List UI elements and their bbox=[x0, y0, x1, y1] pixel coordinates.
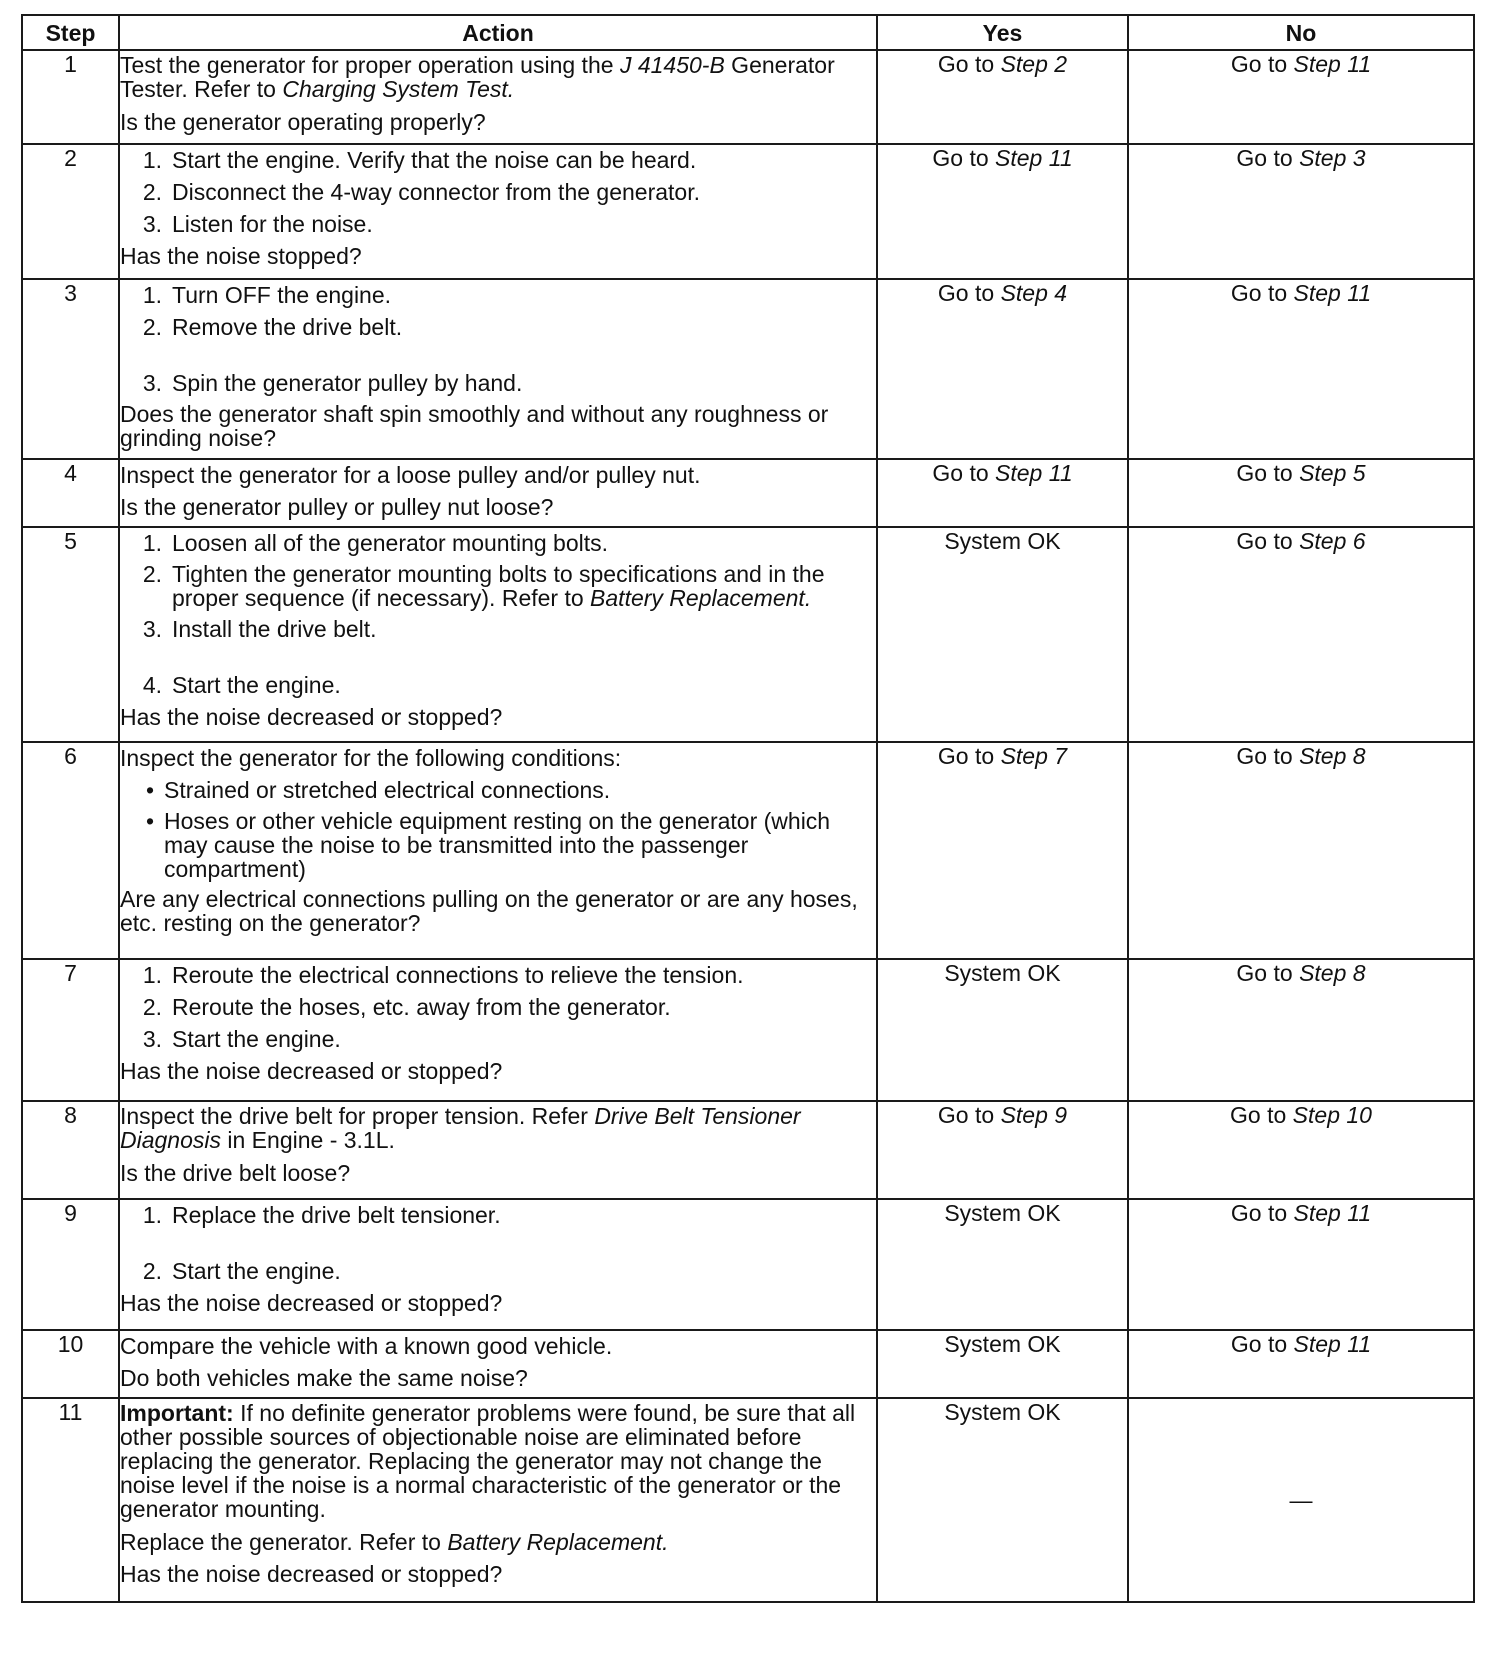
step-number: 7 bbox=[22, 959, 119, 1101]
question-text: Has the noise stopped? bbox=[120, 243, 362, 269]
yes-cell: Go to Step 7 bbox=[877, 742, 1128, 959]
tool-reference: J 41450-B bbox=[619, 52, 725, 78]
action-cell bbox=[119, 50, 877, 144]
diagnostic-table-page bbox=[21, 14, 1473, 1603]
list-item: 4. Start the engine. bbox=[142, 672, 341, 698]
yes-cell: System OK bbox=[877, 527, 1128, 742]
step-link[interactable]: Step 11 bbox=[1293, 1331, 1372, 1357]
action-cell bbox=[119, 1398, 877, 1602]
step-link[interactable]: Step 5 bbox=[1299, 460, 1366, 486]
action-cell bbox=[119, 1330, 877, 1398]
action-text: Inspect the generator for the following conditions: bbox=[120, 745, 622, 771]
step-number: 5 bbox=[22, 527, 119, 742]
step-link[interactable]: Step 8 bbox=[1299, 743, 1366, 769]
yes-cell: System OK bbox=[877, 1398, 1128, 1602]
step-number: 2 bbox=[22, 144, 119, 279]
list-item: 2. Tighten the generator mounting bolts to specifications and in the proper sequence (if necessary). Refer to Battery Replacement. bbox=[142, 561, 825, 611]
no-cell: Go to Step 5 bbox=[1128, 459, 1474, 527]
no-cell: Go to Step 3 bbox=[1128, 144, 1474, 279]
list-item: 2. Disconnect the 4-way connector from the generator. bbox=[142, 179, 701, 205]
question-text: Is the generator operating properly? bbox=[120, 109, 486, 135]
yes-cell: Go to Step 4 bbox=[877, 279, 1128, 459]
action-text: Test the generator for proper operation using the J 41450-B Generator Tester. Refer to Charging System Test. bbox=[120, 52, 835, 102]
step-link[interactable]: Step 3 bbox=[1299, 145, 1366, 171]
step-number: 3 bbox=[22, 279, 119, 459]
action-cell bbox=[119, 144, 877, 279]
step-link[interactable]: Step 9 bbox=[1000, 1102, 1068, 1128]
table-row bbox=[22, 1330, 1474, 1398]
no-cell: Go to Step 11 bbox=[1128, 1330, 1474, 1398]
list-item: 3. Install the drive belt. bbox=[142, 616, 377, 642]
step-number: 6 bbox=[22, 742, 119, 959]
important-note: Important: If no definite generator problems were found, be sure that all other possible sources of objectionable noise are eliminated before replacing the generator. Replacing the generator may not change the noise level if the noise is a normal characteristic of the generator or the generator mounting. bbox=[120, 1400, 856, 1522]
yes-cell: Go to Step 11 bbox=[877, 144, 1128, 279]
header-action: Action bbox=[119, 15, 877, 50]
list-item: 3. Listen for the noise. bbox=[142, 211, 373, 237]
no-cell: Go to Step 8 bbox=[1128, 742, 1474, 959]
question-text: Has the noise decreased or stopped? bbox=[120, 1290, 503, 1316]
important-label: Important: bbox=[120, 1400, 234, 1426]
step-link[interactable]: Step 11 bbox=[1293, 280, 1372, 306]
action-cell bbox=[119, 459, 877, 527]
yes-cell: System OK bbox=[877, 959, 1128, 1101]
step-link[interactable]: Step 4 bbox=[1000, 280, 1068, 306]
no-cell: Go to Step 10 bbox=[1128, 1101, 1474, 1199]
question-text: Has the noise decreased or stopped? bbox=[120, 1058, 503, 1084]
bullet-item: • Hoses or other vehicle equipment resting on the generator (which may cause the noise to be transmitted into the passenger compartment) bbox=[145, 808, 831, 882]
step-number: 11 bbox=[22, 1398, 119, 1602]
question-text: Do both vehicles make the same noise? bbox=[120, 1365, 528, 1391]
no-cell: Go to Step 8 bbox=[1128, 959, 1474, 1101]
question-text: Has the noise decreased or stopped? bbox=[120, 704, 503, 730]
action-text: Inspect the generator for a loose pulley and/or pulley nut. bbox=[120, 462, 701, 488]
header-step: Step bbox=[22, 15, 119, 50]
procedure-link[interactable]: Charging System Test. bbox=[282, 76, 515, 102]
table-row bbox=[22, 1101, 1474, 1199]
question-text: Is the drive belt loose? bbox=[120, 1160, 351, 1186]
step-link[interactable]: Step 10 bbox=[1292, 1102, 1372, 1128]
table-row bbox=[22, 742, 1474, 959]
step-link[interactable]: Step 8 bbox=[1299, 960, 1366, 986]
step-link[interactable]: Step 11 bbox=[1293, 1200, 1372, 1226]
table-row bbox=[22, 50, 1474, 144]
action-cell bbox=[119, 1101, 877, 1199]
procedure-link[interactable]: Battery Replacement. bbox=[447, 1529, 669, 1555]
procedure-link[interactable]: Battery Replacement. bbox=[590, 585, 812, 611]
step-number: 4 bbox=[22, 459, 119, 527]
header-yes: Yes bbox=[877, 15, 1128, 50]
step-link[interactable]: Step 2 bbox=[1000, 51, 1068, 77]
no-cell: Go to Step 11 bbox=[1128, 279, 1474, 459]
no-cell: Go to Step 11 bbox=[1128, 50, 1474, 144]
action-cell bbox=[119, 527, 877, 742]
step-link[interactable]: Step 7 bbox=[1000, 743, 1068, 769]
step-link[interactable]: Step 11 bbox=[995, 460, 1073, 486]
question-text: Does the generator shaft spin smoothly and without any roughness or grinding noise? bbox=[120, 401, 829, 451]
procedure-link[interactable]: Drive Belt Tensioner Diagnosis bbox=[120, 1103, 801, 1153]
no-cell: Go to Step 11 bbox=[1128, 1199, 1474, 1330]
action-text: Inspect the drive belt for proper tension. Refer Drive Belt Tensioner Diagnosis in Engine - 3.1L. bbox=[120, 1103, 801, 1153]
no-cell: — bbox=[1128, 1398, 1474, 1602]
step-number: 8 bbox=[22, 1101, 119, 1199]
yes-cell: Go to Step 9 bbox=[877, 1101, 1128, 1199]
question-text: Are any electrical connections pulling on the generator or are any hoses, etc. resting on the generator? bbox=[120, 886, 858, 936]
header-row bbox=[22, 15, 1474, 50]
list-item: 3. Spin the generator pulley by hand. bbox=[142, 370, 523, 396]
header-no: No bbox=[1128, 15, 1474, 50]
action-cell bbox=[119, 279, 877, 459]
no-cell: Go to Step 6 bbox=[1128, 527, 1474, 742]
list-item: 2. Start the engine. bbox=[142, 1258, 341, 1284]
step-number: 1 bbox=[22, 50, 119, 144]
step-link[interactable]: Step 11 bbox=[995, 145, 1073, 171]
table-row bbox=[22, 1398, 1474, 1602]
action-text: Compare the vehicle with a known good vehicle. bbox=[120, 1333, 613, 1359]
yes-cell: Go to Step 11 bbox=[877, 459, 1128, 527]
question-text: Is the generator pulley or pulley nut loose? bbox=[120, 494, 554, 520]
action-cell bbox=[119, 1199, 877, 1330]
step-number: 10 bbox=[22, 1330, 119, 1398]
table-row bbox=[22, 144, 1474, 279]
list-item: 1. Loosen all of the generator mounting bolts. bbox=[142, 530, 609, 556]
list-item: 1. Replace the drive belt tensioner. bbox=[142, 1202, 501, 1228]
table-row bbox=[22, 279, 1474, 459]
action-text: Replace the generator. Refer to Battery Replacement. bbox=[120, 1529, 669, 1555]
diagnostic-table bbox=[21, 14, 1475, 1603]
step-link[interactable]: Step 11 bbox=[1293, 51, 1372, 77]
table-row bbox=[22, 1199, 1474, 1330]
action-cell bbox=[119, 959, 877, 1101]
table-row bbox=[22, 459, 1474, 527]
yes-cell: System OK bbox=[877, 1199, 1128, 1330]
step-link[interactable]: Step 6 bbox=[1299, 528, 1366, 554]
bullet-item: • Strained or stretched electrical connections. bbox=[145, 777, 611, 803]
list-item: 1. Start the engine. Verify that the noise can be heard. bbox=[142, 147, 697, 173]
yes-cell: Go to Step 2 bbox=[877, 50, 1128, 144]
list-item: 3. Start the engine. bbox=[142, 1026, 341, 1052]
step-number: 9 bbox=[22, 1199, 119, 1330]
list-item: 2. Reroute the hoses, etc. away from the generator. bbox=[142, 994, 671, 1020]
list-item: 2. Remove the drive belt. bbox=[142, 314, 403, 340]
list-item: 1. Turn OFF the engine. bbox=[142, 282, 392, 308]
question-text: Has the noise decreased or stopped? bbox=[120, 1561, 503, 1587]
action-cell bbox=[119, 742, 877, 959]
list-item: 1. Reroute the electrical connections to relieve the tension. bbox=[142, 962, 744, 988]
table-row bbox=[22, 959, 1474, 1101]
table-row bbox=[22, 527, 1474, 742]
yes-cell: System OK bbox=[877, 1330, 1128, 1398]
